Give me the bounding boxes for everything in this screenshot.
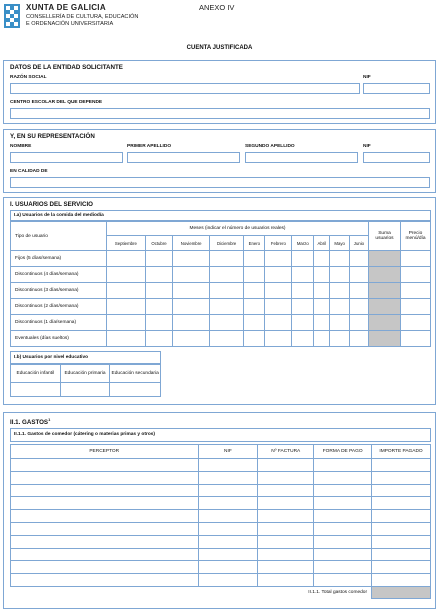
month-cell[interactable]: [244, 267, 265, 283]
rep-nif-field[interactable]: [363, 152, 430, 163]
user-type-label: Discontinuos (3 días/semana): [11, 283, 107, 299]
suma-usuarios-header: Suma usuarios: [369, 222, 401, 251]
representative-section: [3, 129, 436, 193]
month-cell[interactable]: [145, 299, 172, 315]
expense-cell[interactable]: [372, 510, 431, 523]
table-row: [11, 497, 431, 510]
level-input-infantil[interactable]: [11, 383, 61, 397]
expense-cell[interactable]: [314, 561, 372, 574]
month-cell[interactable]: [330, 315, 349, 331]
table-row: [11, 283, 431, 299]
month-cell[interactable]: [173, 315, 210, 331]
table-row: [11, 459, 431, 472]
month-cell[interactable]: [107, 299, 146, 315]
user-type-label: Discontinuos (4 días/semana): [11, 267, 107, 283]
expense-cell[interactable]: [372, 484, 431, 497]
precio-cell[interactable]: [401, 251, 431, 267]
footnote-mark: 1: [48, 417, 51, 422]
users-table: [10, 221, 431, 347]
month-header: Febrero: [265, 236, 292, 251]
table-row: [11, 535, 431, 548]
month-cell[interactable]: [107, 283, 146, 299]
month-cell[interactable]: [265, 267, 292, 283]
expense-cell[interactable]: [314, 510, 372, 523]
month-cell[interactable]: [145, 251, 172, 267]
month-cell[interactable]: [265, 315, 292, 331]
month-cell[interactable]: [265, 283, 292, 299]
month-header: Octubre: [145, 236, 172, 251]
user-type-label: Fijos (5 días/semana): [11, 251, 107, 267]
month-cell[interactable]: [244, 315, 265, 331]
expense-cell[interactable]: [372, 561, 431, 574]
month-cell[interactable]: [145, 283, 172, 299]
expenses-table: [10, 444, 431, 599]
centro-label: CENTRO ESCOLAR DEL QUE DEPENDE: [10, 100, 103, 105]
month-cell[interactable]: [330, 251, 349, 267]
suma-cell: [369, 251, 401, 267]
month-cell[interactable]: [349, 283, 368, 299]
expense-cell[interactable]: [11, 522, 199, 535]
month-cell[interactable]: [349, 331, 368, 347]
applicant-section-title: DATOS DE LA ENTIDAD SOLICITANTE: [10, 64, 123, 71]
month-cell[interactable]: [173, 267, 210, 283]
expenses-section-title: [10, 417, 50, 426]
primer-apellido-field[interactable]: [127, 152, 240, 163]
nombre-field[interactable]: [10, 152, 123, 163]
month-cell[interactable]: [265, 331, 292, 347]
month-cell[interactable]: [244, 299, 265, 315]
expenses-sub-caption: II.1.1. Gastos de comedor (cátering o materias primas y otros): [10, 428, 431, 442]
month-cell[interactable]: [145, 315, 172, 331]
precio-cell[interactable]: [401, 315, 431, 331]
expense-cell[interactable]: [198, 484, 258, 497]
precio-menu-header: Precio menú/día: [401, 222, 431, 251]
month-cell[interactable]: [292, 331, 314, 347]
month-header: Abril: [314, 236, 330, 251]
department-line-1: CONSELLERÍA DE CULTURA, EDUCACIÓN: [26, 14, 139, 20]
table-row: [11, 299, 431, 315]
factura-header: Nº FACTURA: [258, 445, 314, 459]
expense-cell[interactable]: [258, 497, 314, 510]
perceptor-header: PERCEPTOR: [11, 445, 199, 459]
expense-cell[interactable]: [11, 459, 199, 472]
table-row: [11, 331, 431, 347]
expense-cell[interactable]: [258, 471, 314, 484]
table-row: [11, 510, 431, 523]
rep-nif-label: NIF: [363, 144, 371, 149]
month-cell[interactable]: [210, 283, 244, 299]
month-cell[interactable]: [314, 315, 330, 331]
expenses-title-text: II.1. GASTOS: [10, 419, 49, 427]
suma-cell: [369, 283, 401, 299]
month-cell[interactable]: [314, 267, 330, 283]
expense-cell[interactable]: [258, 522, 314, 535]
month-cell[interactable]: [210, 251, 244, 267]
expense-cell[interactable]: [11, 471, 199, 484]
expense-cell[interactable]: [372, 574, 431, 587]
month-header: Septiembre: [107, 236, 146, 251]
expense-cell[interactable]: [372, 535, 431, 548]
meses-header: Meses (indicar el número de usuarios reales): [107, 222, 369, 236]
table-row: [11, 522, 431, 535]
annex-label: ANEXO IV: [199, 3, 235, 12]
month-cell[interactable]: [244, 283, 265, 299]
table-row: [11, 471, 431, 484]
month-cell[interactable]: [349, 315, 368, 331]
month-cell[interactable]: [173, 331, 210, 347]
level-header-secundaria: Educación secundaria: [110, 365, 161, 383]
table-row: [11, 315, 431, 331]
expense-cell[interactable]: [11, 548, 199, 561]
expense-cell[interactable]: [372, 471, 431, 484]
suma-cell: [369, 267, 401, 283]
expense-cell[interactable]: [11, 561, 199, 574]
xunta-logo: [4, 4, 20, 28]
user-type-label: Discontinuos (2 días/semana): [11, 299, 107, 315]
month-cell[interactable]: [349, 251, 368, 267]
suma-cell: [369, 315, 401, 331]
expense-cell[interactable]: [372, 522, 431, 535]
level-header-infantil: Educación infantil: [11, 365, 61, 383]
expense-cell[interactable]: [11, 497, 199, 510]
month-header: Diciembre: [210, 236, 244, 251]
level-header-primaria: Educación primaria: [60, 365, 110, 383]
month-cell[interactable]: [314, 283, 330, 299]
expense-cell[interactable]: [258, 510, 314, 523]
month-cell[interactable]: [292, 315, 314, 331]
users-sub-a-caption: I.a) Usuarios de la comida del mediodía: [10, 210, 431, 221]
month-cell[interactable]: [330, 299, 349, 315]
expense-cell[interactable]: [314, 497, 372, 510]
month-cell[interactable]: [265, 251, 292, 267]
expense-cell[interactable]: [11, 484, 199, 497]
precio-cell[interactable]: [401, 331, 431, 347]
segundo-apellido-field[interactable]: [245, 152, 358, 163]
month-cell[interactable]: [107, 251, 146, 267]
nif-header: NIF: [198, 445, 258, 459]
department-name: [26, 14, 138, 28]
table-row: [11, 561, 431, 574]
table-row: [11, 548, 431, 561]
levels-table: [10, 364, 161, 397]
month-header: Mayo: [330, 236, 349, 251]
expense-cell[interactable]: [372, 497, 431, 510]
month-cell[interactable]: [244, 251, 265, 267]
month-header: Marzo: [292, 236, 314, 251]
table-row: [11, 574, 431, 587]
importe-header: IMPORTE PAGADO: [372, 445, 431, 459]
expense-cell[interactable]: [198, 574, 258, 587]
level-input-secundaria[interactable]: [110, 383, 161, 397]
expense-cell[interactable]: [11, 535, 199, 548]
suma-cell: [369, 331, 401, 347]
document-title: CUENTA JUSTIFICADA: [186, 45, 253, 51]
department-line-2: E ORDENACIÓN UNIVERSITARIA: [26, 21, 114, 27]
month-cell[interactable]: [210, 315, 244, 331]
month-cell[interactable]: [107, 331, 146, 347]
month-cell[interactable]: [145, 267, 172, 283]
expense-cell[interactable]: [198, 459, 258, 472]
expense-cell[interactable]: [258, 459, 314, 472]
month-cell[interactable]: [292, 251, 314, 267]
expense-cell[interactable]: [198, 497, 258, 510]
primer-apellido-label: PRIMER APELLIDO: [127, 144, 172, 149]
segundo-apellido-label: SEGUNDO APELLIDO: [245, 144, 295, 149]
expense-cell[interactable]: [198, 471, 258, 484]
tipo-usuario-header: Tipo de usuario: [11, 222, 107, 251]
expense-cell[interactable]: [258, 561, 314, 574]
expense-cell[interactable]: [11, 574, 199, 587]
month-cell[interactable]: [107, 315, 146, 331]
applicant-nif-label: NIF: [363, 75, 371, 80]
precio-cell[interactable]: [401, 299, 431, 315]
expense-cell[interactable]: [314, 471, 372, 484]
table-row: [11, 267, 431, 283]
month-cell[interactable]: [244, 331, 265, 347]
razon-social-label: RAZÓN SOCIAL: [10, 75, 47, 80]
month-header: Enero: [244, 236, 265, 251]
table-row: [11, 484, 431, 497]
expense-cell[interactable]: [314, 522, 372, 535]
month-cell[interactable]: [314, 251, 330, 267]
month-cell[interactable]: [107, 267, 146, 283]
expense-cell[interactable]: [314, 535, 372, 548]
expenses-section: [3, 412, 436, 609]
month-cell[interactable]: [210, 299, 244, 315]
precio-cell[interactable]: [401, 283, 431, 299]
expense-cell[interactable]: [314, 548, 372, 561]
user-type-label: Eventuales (días sueltos): [11, 331, 107, 347]
en-calidad-label: EN CALIDAD DE: [10, 169, 48, 174]
org-name: XUNTA DE GALICIA: [26, 3, 106, 12]
level-input-primaria[interactable]: [60, 383, 110, 397]
expense-cell[interactable]: [372, 548, 431, 561]
nombre-label: NOMBRE: [10, 144, 32, 149]
forma-pago-header: FORMA DE PAGO: [314, 445, 372, 459]
expense-cell[interactable]: [258, 484, 314, 497]
expense-cell[interactable]: [198, 561, 258, 574]
month-cell[interactable]: [173, 251, 210, 267]
month-cell[interactable]: [314, 299, 330, 315]
month-cell[interactable]: [330, 283, 349, 299]
month-cell[interactable]: [330, 331, 349, 347]
expense-cell[interactable]: [198, 522, 258, 535]
month-cell[interactable]: [349, 267, 368, 283]
expense-cell[interactable]: [11, 510, 199, 523]
expense-cell[interactable]: [258, 535, 314, 548]
centro-field[interactable]: [10, 108, 430, 119]
expense-cell[interactable]: [258, 548, 314, 561]
month-cell[interactable]: [292, 299, 314, 315]
en-calidad-field[interactable]: [10, 177, 430, 188]
expense-cell[interactable]: [314, 574, 372, 587]
month-cell[interactable]: [314, 331, 330, 347]
users-section: [3, 197, 436, 405]
month-cell[interactable]: [292, 267, 314, 283]
month-header: Noviembre: [173, 236, 210, 251]
month-cell[interactable]: [210, 267, 244, 283]
precio-cell[interactable]: [401, 267, 431, 283]
total-gastos-label: II.1.1. Total gastos comedor: [11, 586, 372, 598]
month-header: Junio: [349, 236, 368, 251]
expense-cell[interactable]: [198, 535, 258, 548]
month-cell[interactable]: [292, 283, 314, 299]
month-cell[interactable]: [330, 267, 349, 283]
month-cell[interactable]: [349, 299, 368, 315]
expense-cell[interactable]: [314, 484, 372, 497]
month-cell[interactable]: [173, 299, 210, 315]
user-type-label: Discontinuos (1 día/semana): [11, 315, 107, 331]
total-gastos-value: [372, 586, 431, 598]
suma-cell: [369, 299, 401, 315]
expense-cell[interactable]: [372, 459, 431, 472]
razon-social-field[interactable]: [10, 83, 360, 94]
users-section-title: I. USUARIOS DEL SERVICIO: [10, 201, 93, 208]
month-cell[interactable]: [210, 331, 244, 347]
applicant-section: [3, 60, 436, 124]
representative-section-title: Y, EN SU REPRESENTACIÓN: [10, 133, 95, 140]
month-cell[interactable]: [265, 299, 292, 315]
expense-cell[interactable]: [198, 548, 258, 561]
users-sub-b-caption: I.b) Usuarios por nivel educativo: [10, 351, 161, 364]
applicant-nif-field[interactable]: [363, 83, 430, 94]
month-cell[interactable]: [173, 283, 210, 299]
expense-cell[interactable]: [314, 459, 372, 472]
expense-cell[interactable]: [198, 510, 258, 523]
month-cell[interactable]: [145, 331, 172, 347]
table-row: [11, 251, 431, 267]
expense-cell[interactable]: [258, 574, 314, 587]
